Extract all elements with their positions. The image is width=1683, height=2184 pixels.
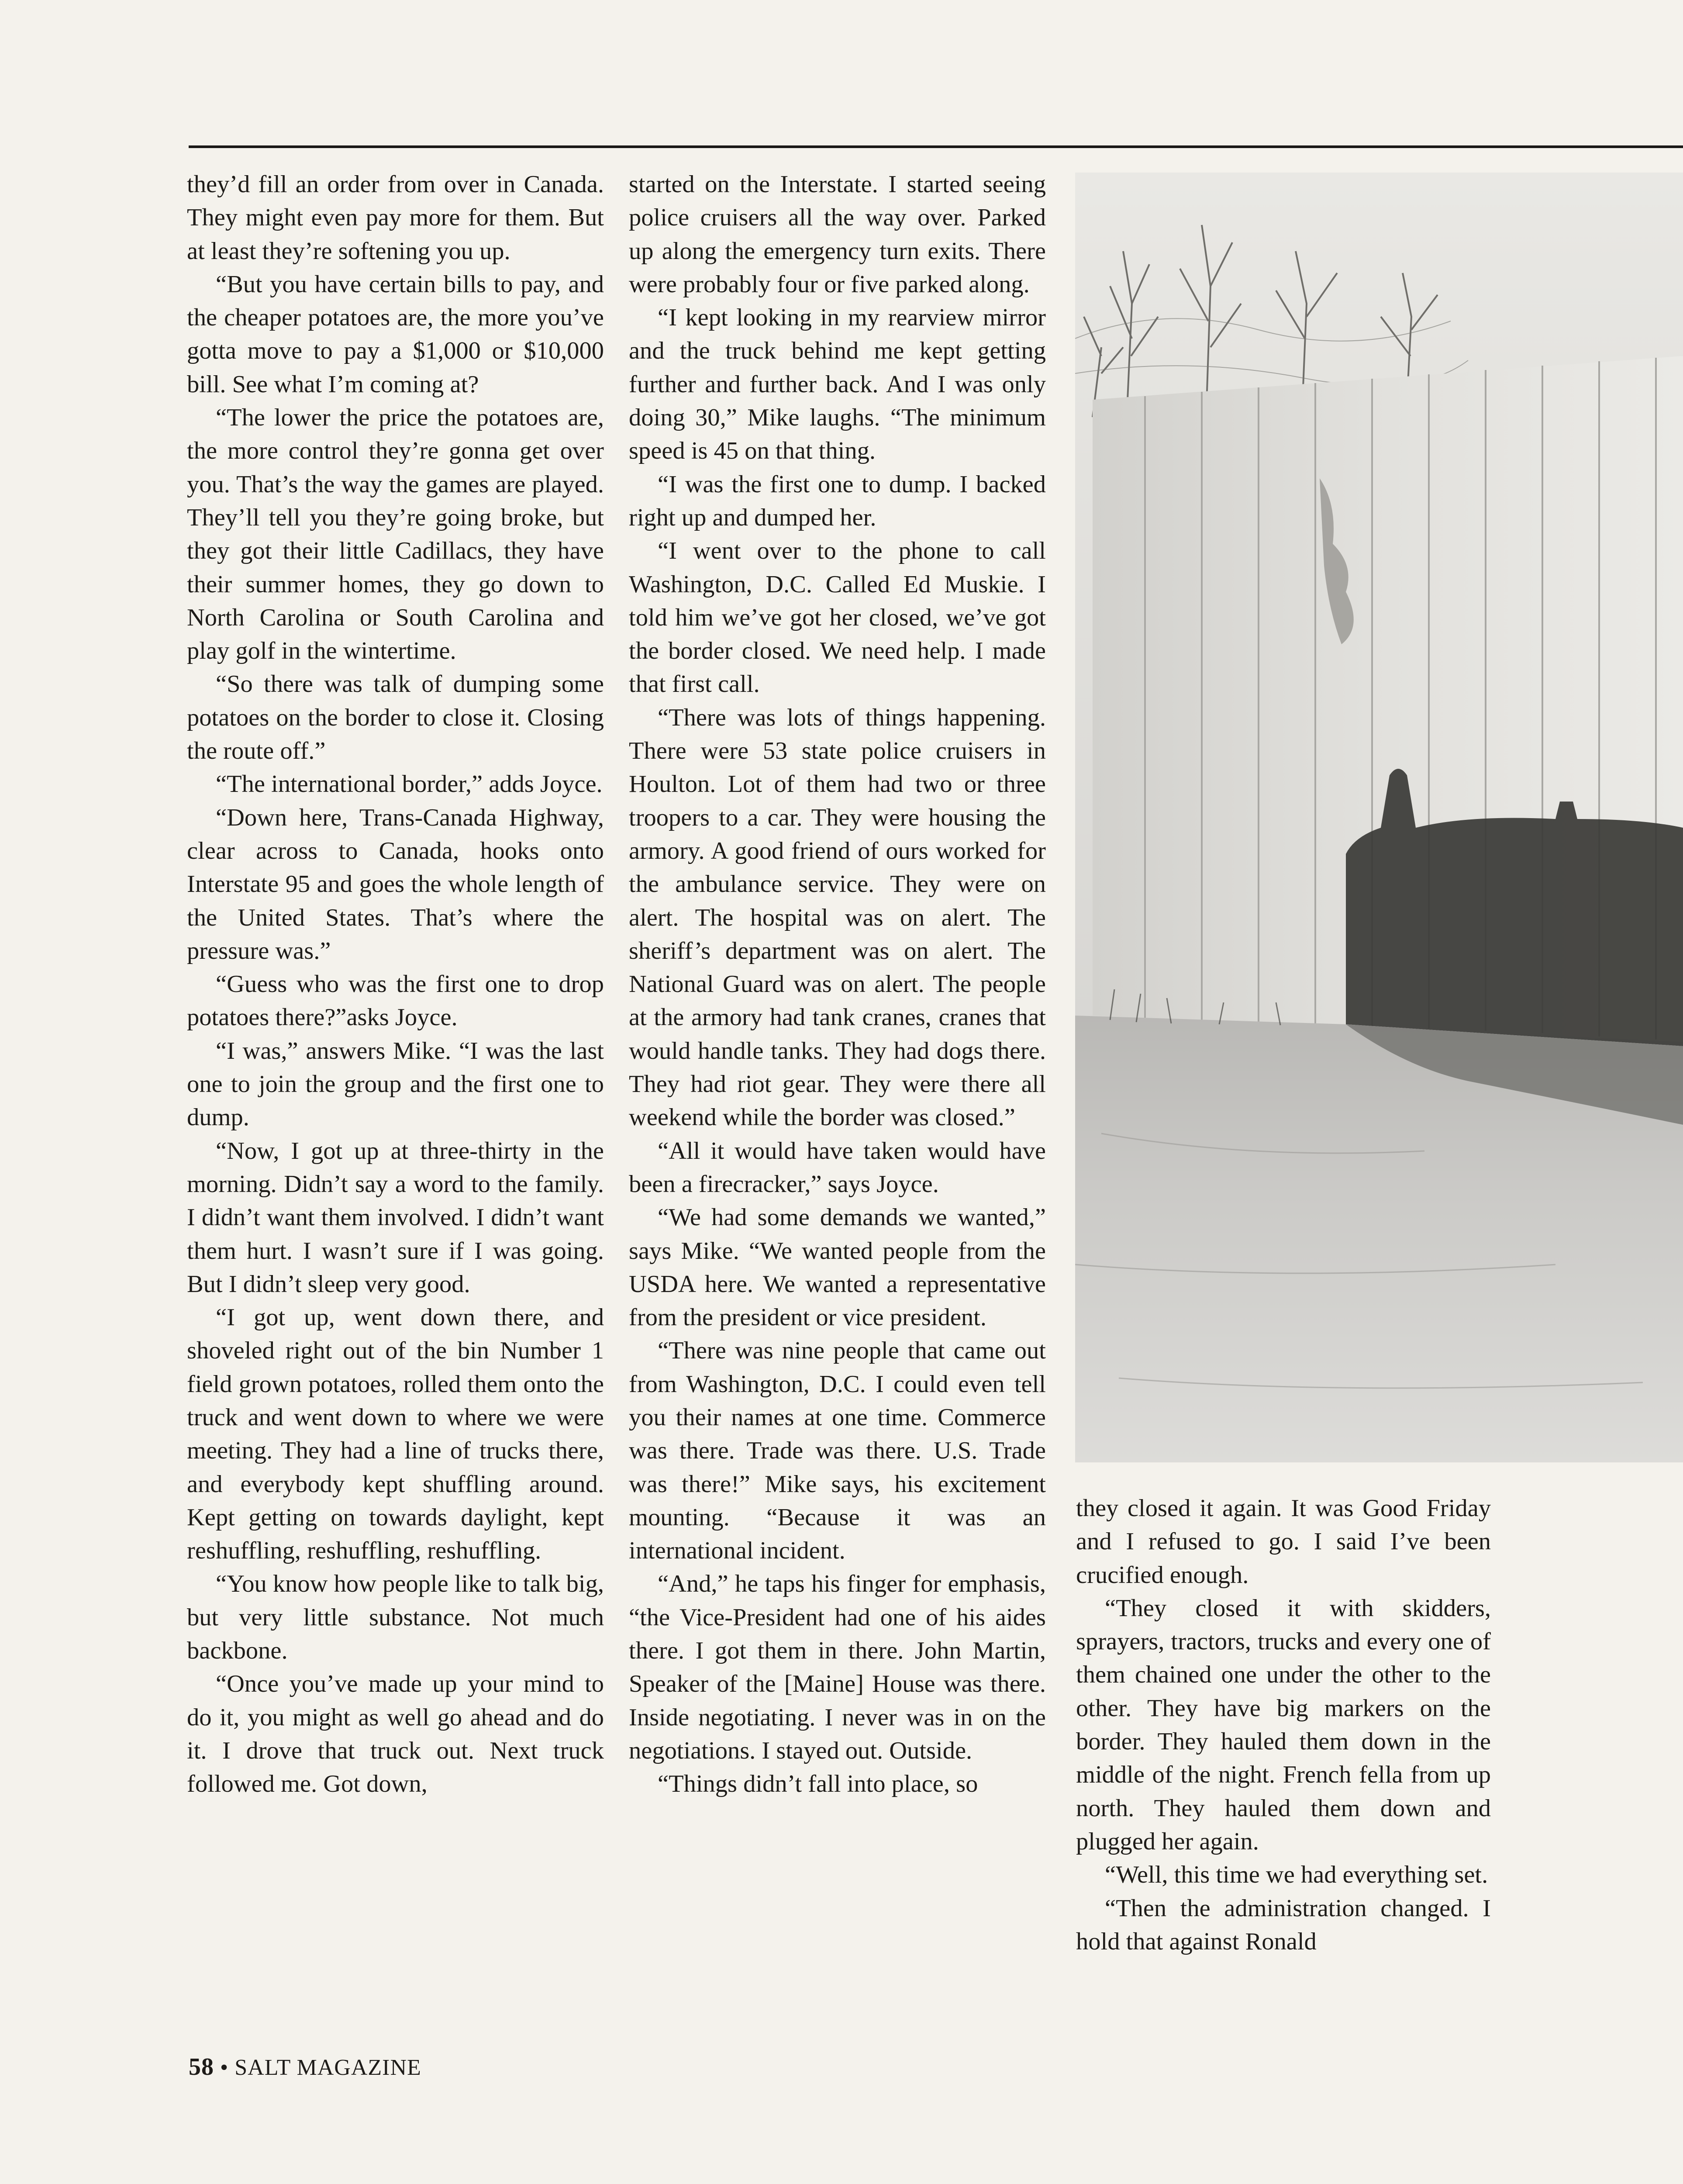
paragraph: “Guess who was the first one to drop potatoes there?”asks Joyce. xyxy=(187,971,604,1031)
text-column-3 xyxy=(1076,1492,1491,2007)
paragraph: “You know how people like to talk big, but very little substance. Not much backbone. xyxy=(187,1570,604,1665)
paragraph: “I kept looking in my rearview mirror and the truck behind me kept getting further and further back. And I was only doing 30,” Mike laughs. “The minimum speed is 45 on that thing. xyxy=(629,304,1046,465)
page-footer xyxy=(189,2053,421,2081)
paragraph: “I went over to the phone to call Washington, D.C. Called Ed Muskie. I told him we’ve got her closed, we’ve got the border closed. We need help. I made that first call. xyxy=(629,537,1046,698)
paragraph: “Now, I got up at three-thirty in the morning. Didn’t say a word to the family. I didn’t want them involved. I didn’t want them hurt. I wasn’t sure if I was going. But I didn’t sleep very good. xyxy=(187,1137,604,1298)
text-column-1 xyxy=(187,168,604,1819)
paragraph: started on the Interstate. I started seeing police cruisers all the way over. Parked up along the emergency turn exits. There were probably four or five parked along. xyxy=(629,171,1046,298)
page-number: 58 xyxy=(189,2053,214,2080)
paragraph: “The lower the price the potatoes are, the more control they’re gonna get over you. That’s the way the games are played. They’ll tell you they’re going broke, but they got their little Cadillacs, they have their summer homes, they go down to North Carolina or South Carolina and play golf in the wintertime. xyxy=(187,404,604,665)
paragraph: “And,” he taps his finger for emphasis, “the Vice-President had one of his aides there. I got them in there. John Martin, Speaker of the [Maine] House was there. Inside negotiating. I never was in on the negotiations. I stayed out. Outside. xyxy=(629,1570,1046,1764)
paragraph: they closed it again. It was Good Friday and I refused to go. I said I’ve been crucified enough. xyxy=(1076,1495,1491,1589)
fence-snow-photo xyxy=(1075,173,1683,1462)
paragraph: “They closed it with skidders, sprayers, tractors, trucks and every one of them chained one under the other to the other. They have big markers on the border. They hauled them down in the middle of the night. French fella from up north. They hauled them down and plugged her again. xyxy=(1076,1594,1491,1855)
paragraph: “The international border,” adds Joyce. xyxy=(216,771,603,798)
paragraph: “I was the first one to dump. I backed right up and dumped her. xyxy=(629,470,1046,531)
header-rule xyxy=(189,145,1683,148)
paragraph: they’d fill an order from over in Canada. They might even pay more for them. But at least they’re softening you up. xyxy=(187,171,604,265)
paragraph: “There was nine people that came out from Washington, D.C. I could even tell you their names at one time. Commerce was there. Trade was there. U.S. Trade was there!” Mike says, his excitement mounting. “Because it was an international incident. xyxy=(629,1337,1046,1565)
paragraph: “I was,” answers Mike. “I was the last one to join the group and the first one to dump. xyxy=(187,1037,604,1131)
paragraph: “All it would have taken would have been a firecracker,” says Joyce. xyxy=(629,1137,1046,1198)
text-column-2 xyxy=(629,168,1046,1994)
paragraph: “I got up, went down there, and shoveled right out of the bin Number 1 field grown potatoes, rolled them onto the truck and went down to where we were meeting. They had a line of trucks there, and everybody kept shuffling around. Kept getting on towards daylight, kept reshuffling, reshuffling, reshuffling. xyxy=(187,1304,604,1565)
paragraph: “Once you’ve made up your mind to do it, you might as well go ahead and do it. I drove that truck out. Next truck followed me. Got down, xyxy=(187,1670,604,1798)
footer-separator: • xyxy=(220,2055,229,2080)
paragraph: “Down here, Trans-Canada Highway, clear across to Canada, hooks onto Interstate 95 and goes the whole length of the United States. That’s where the pressure was.” xyxy=(187,804,604,964)
paragraph: “So there was talk of dumping some potatoes on the border to close it. Closing the route off.” xyxy=(187,670,604,765)
paragraph: “There was lots of things happening. There were 53 state police cruisers in Houlton. Lot of them had two or three troopers to a car. They were housing the armory. A good friend of ours worked for the ambulance service. They were on alert. The hospital was on alert. The sheriff’s department was on alert. The National Guard was on alert. The people at the armory had tank cranes, cranes that would handle tanks. They had dogs there. They had riot gear. They were there all weekend while the border was closed.” xyxy=(629,704,1046,1131)
paragraph: “Well, this time we had everything set. xyxy=(1105,1861,1488,1889)
paragraph: “We had some demands we wanted,” says Mike. “We wanted people from the USDA here. We wanted a representative from the president or vice president. xyxy=(629,1204,1046,1331)
paragraph: “Things didn’t fall into place, so xyxy=(658,1770,978,1798)
publication-name: SALT MAGAZINE xyxy=(235,2055,421,2080)
paragraph: “Then the administration changed. I hold that against Ronald xyxy=(1076,1894,1491,1955)
photograph xyxy=(1075,173,1683,1462)
paragraph: “But you have certain bills to pay, and the cheaper potatoes are, the more you’ve gotta move to pay a $1,000 or $10,000 bill. See what I’m coming at? xyxy=(187,270,604,398)
